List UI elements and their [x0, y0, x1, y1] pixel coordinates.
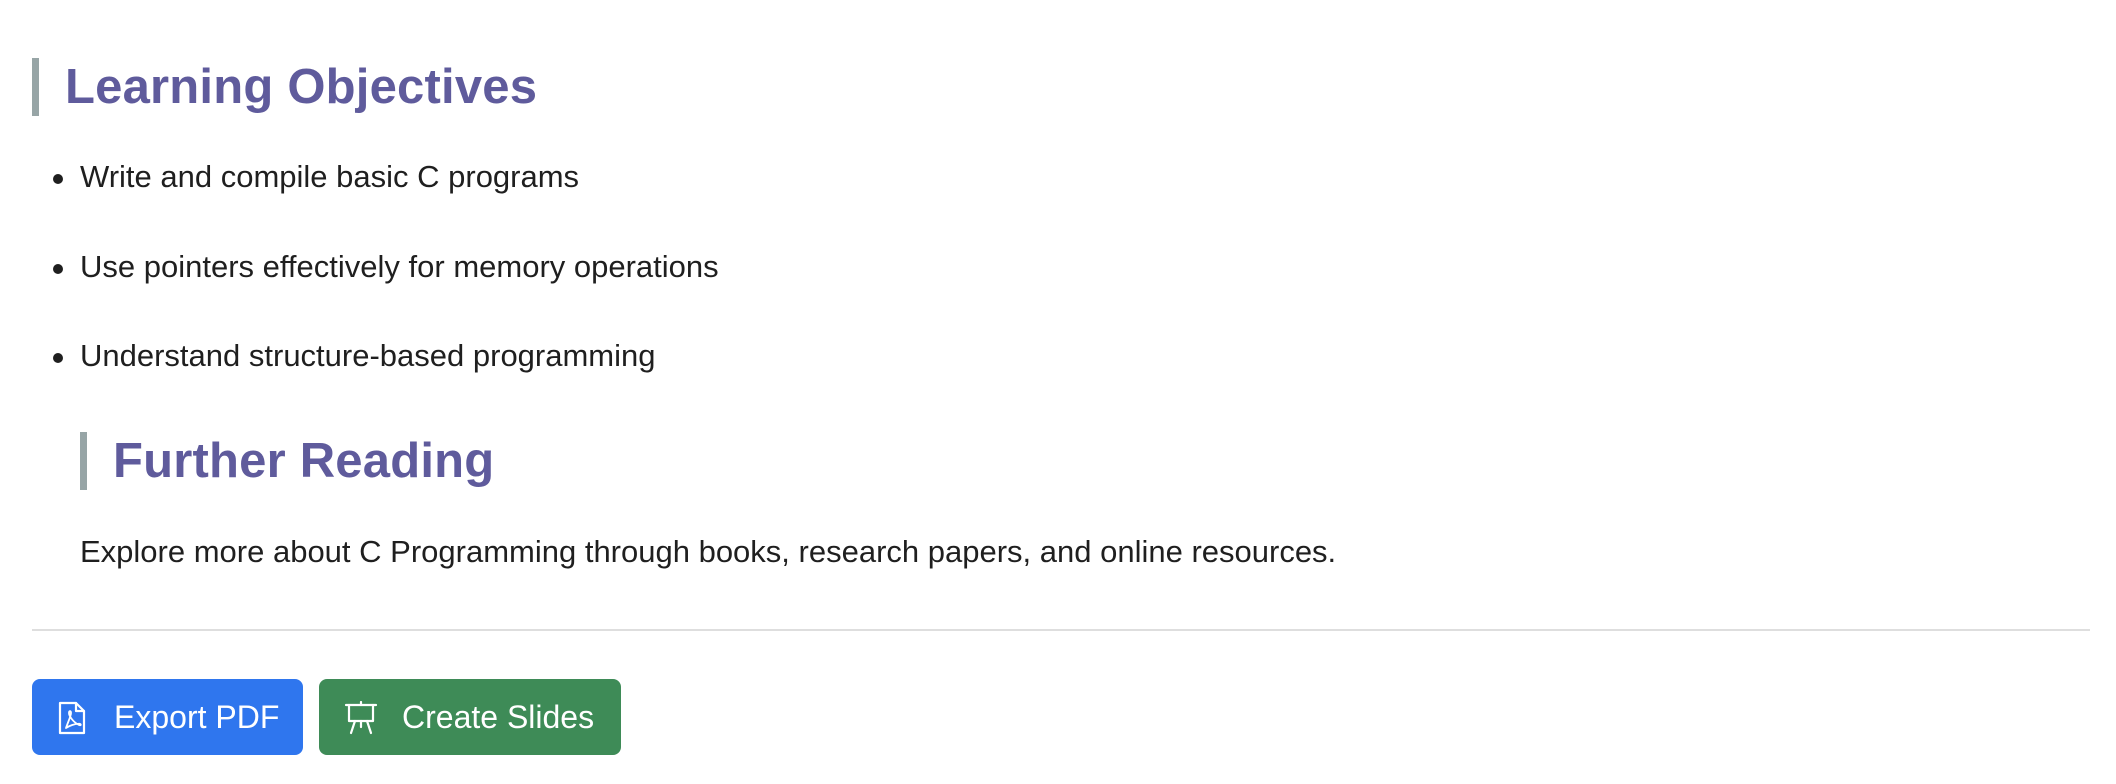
list-item-text: Understand structure-based programming [80, 338, 656, 373]
export-pdf-button[interactable] [32, 679, 303, 755]
bullet-icon [53, 264, 63, 274]
create-slides-button[interactable] [319, 679, 621, 755]
divider [32, 629, 2090, 631]
list-item [80, 247, 719, 287]
further-reading-text: Explore more about C Programming through books, research papers, and online resources. [80, 534, 1337, 569]
bullet-icon [53, 353, 63, 363]
presentation-easel-icon [344, 701, 378, 735]
learning-objectives-heading: Learning Objectives [32, 58, 537, 116]
list-item-text: Use pointers effectively for memory operations [80, 249, 719, 284]
create-slides-label: Create Slides [402, 699, 595, 735]
export-pdf-label: Export PDF [114, 699, 280, 735]
further-reading-heading: Further Reading [80, 432, 494, 490]
list-item-text: Write and compile basic C programs [80, 159, 580, 194]
bullet-icon [53, 174, 63, 184]
file-pdf-icon [58, 701, 86, 735]
list-item [80, 336, 656, 376]
list-item [80, 157, 579, 197]
